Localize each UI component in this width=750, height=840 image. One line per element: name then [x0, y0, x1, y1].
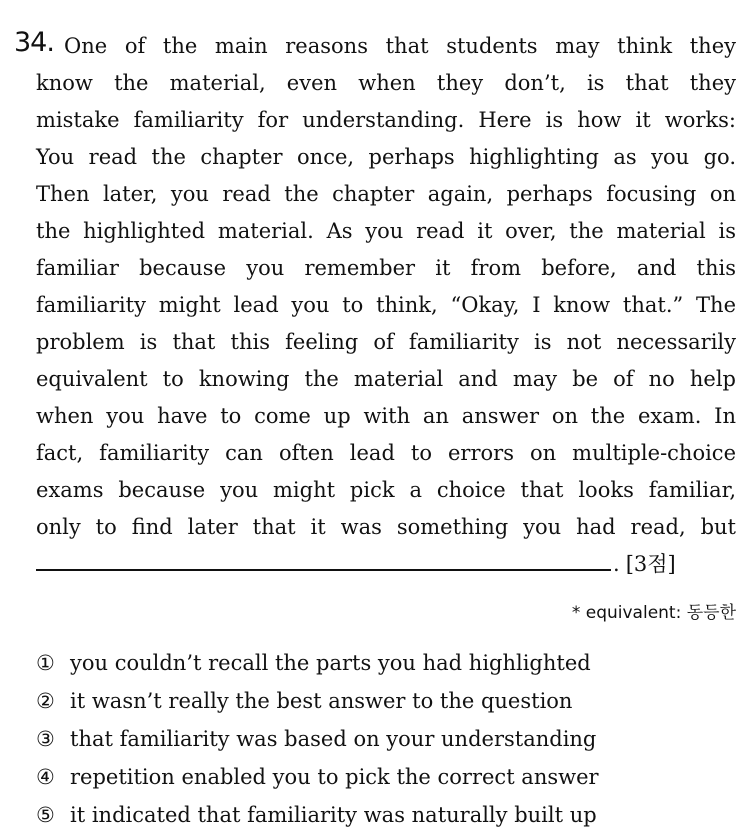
answer-options — [36, 644, 736, 834]
footnote: * equivalent: 동등한 — [571, 603, 736, 623]
option-text: repetition enabled you to pick the correct answer — [70, 765, 599, 789]
passage-line: exams because you might pick a choice that looks familiar, — [36, 478, 736, 502]
option-text: you couldn’t recall the parts you had highlighted — [70, 651, 591, 675]
blank-period: . — [613, 552, 620, 576]
option-1[interactable] — [36, 644, 736, 682]
passage-line: know the material, even when they don’t, is that they — [36, 71, 736, 95]
passage-line: One of the main reasons that students may think they — [64, 34, 736, 58]
passage-line: You read the chapter once, perhaps highlighting as you go. — [36, 145, 736, 169]
passage-line: familiarity might lead you to think, “Okay, I know that.” The — [36, 293, 736, 317]
points-label: [3점] — [625, 552, 676, 576]
option-4[interactable] — [36, 758, 736, 796]
question-number: 34. — [14, 27, 54, 58]
option-5[interactable] — [36, 796, 736, 834]
option-text: it wasn’t really the best answer to the question — [70, 689, 573, 713]
passage-line: problem is that this feeling of familiarity is not necessarily — [36, 330, 736, 354]
option-text: that familiarity was based on your understanding — [70, 727, 597, 751]
option-marker: ③ — [36, 727, 55, 751]
answer-blank — [36, 549, 611, 571]
passage-line: Then later, you read the chapter again, perhaps focusing on — [36, 182, 736, 206]
option-marker: ⑤ — [36, 803, 55, 827]
passage-line: familiar because you remember it from before, and this — [36, 256, 736, 280]
option-marker: ④ — [36, 765, 55, 789]
blank-line — [36, 546, 736, 583]
passage-line: when you have to come up with an answer on the exam. In — [36, 404, 736, 428]
option-marker: ① — [36, 651, 55, 675]
passage-line: the highlighted material. As you read it over, the material is — [36, 219, 736, 243]
option-2[interactable] — [36, 682, 736, 720]
passage-line: only to find later that it was something you had read, but — [36, 515, 736, 539]
option-text: it indicated that familiarity was naturally built up — [70, 803, 597, 827]
passage-line: equivalent to knowing the material and may be of no help — [36, 367, 736, 391]
option-marker: ② — [36, 689, 55, 713]
passage — [36, 28, 736, 583]
option-3[interactable] — [36, 720, 736, 758]
passage-line: mistake familiarity for understanding. Here is how it works: — [36, 108, 736, 132]
passage-line: fact, familiarity can often lead to errors on multiple-choice — [36, 441, 736, 465]
